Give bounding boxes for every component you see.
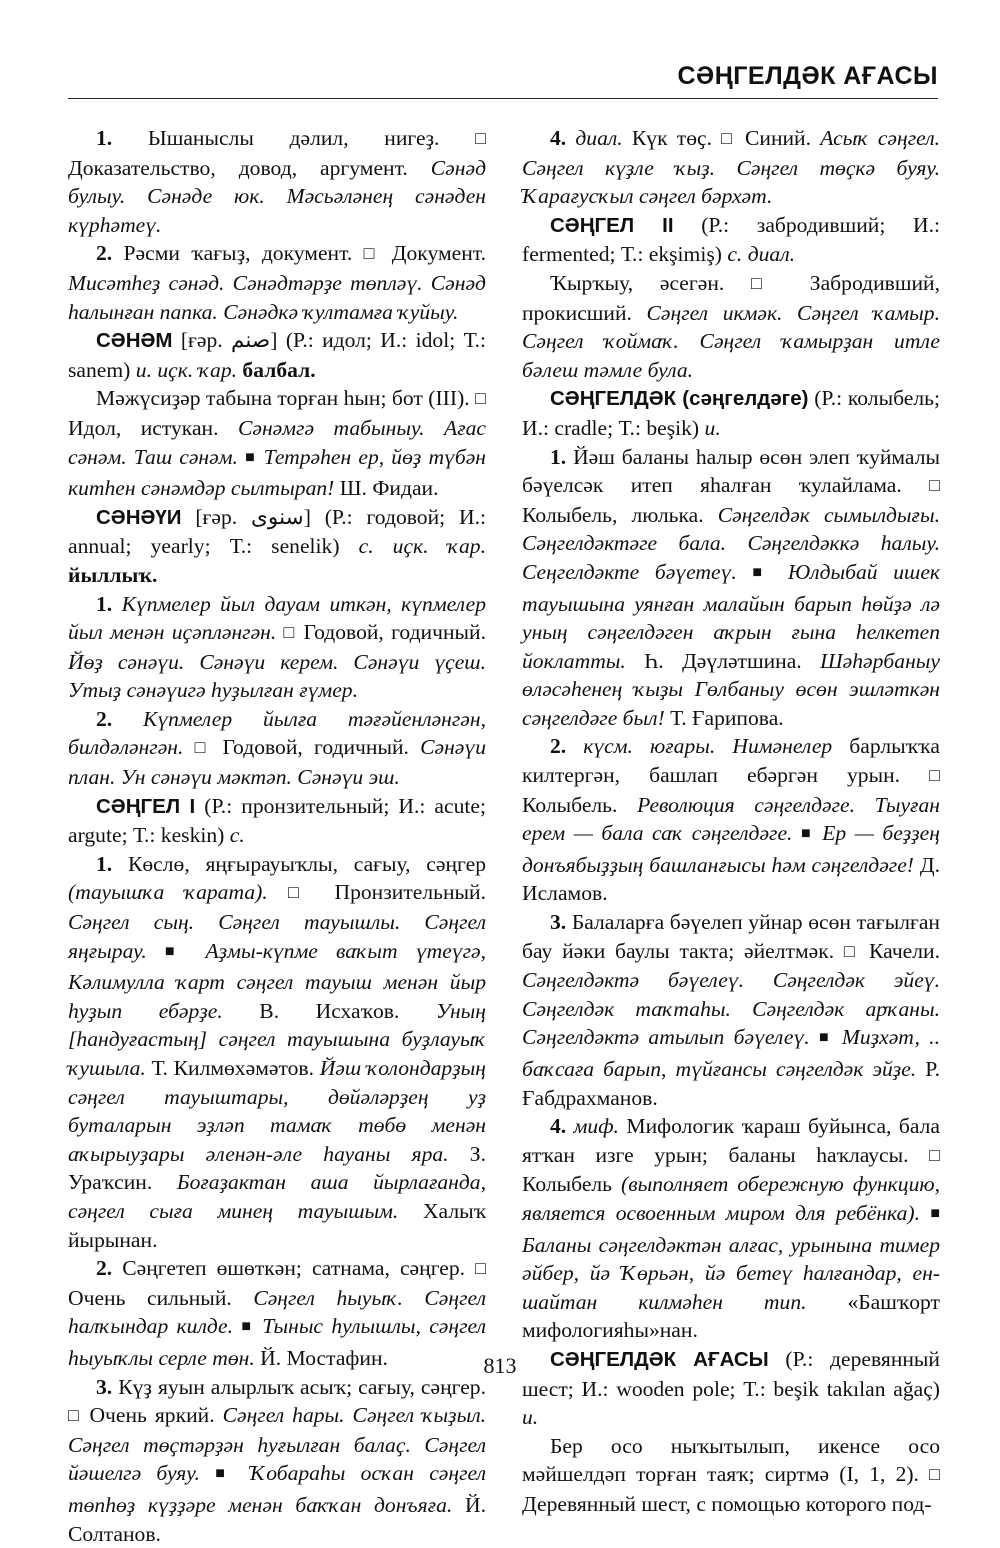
box-icon: □ <box>929 475 940 496</box>
box-icon: □ <box>194 737 212 758</box>
entry-sense: 1. Күпмелер йыл дауам иткән, күпмелер йыл менән иҫәпләнгән. □ Годовой, годичный. Йөҙ сәнәүи. Сәнәүи керем. Сәнәүи үҫеш. Утыҙ сәнәүигә һуҙылған ғүмер. <box>68 591 486 703</box>
entry-sense: 2. Күпмелер йылға тәғәйенләнгән, билдәләнгән. □ Годовой, годичный. Сәнәүи план. Ун сәнәүи мәктәп. Сәнәүи эш. <box>68 706 486 790</box>
sense-number: 2. <box>96 1256 113 1281</box>
entry-sense: 2. Рәсми ҡағыҙ, документ. □ Документ. Мисәтһеҙ сәнәд. Сәнәдтәрҙе төпләү. Сәнәд һалынған папка. Сәнәдкә ҡултамға ҡуйыу. <box>68 241 486 324</box>
running-head: СӘҢГЕЛДӘК АҒАСЫ <box>677 62 938 90</box>
header-rule <box>68 98 938 99</box>
entry-headword-line: СӘНӘҮИ [ғәр. سنوى] (Р.: годовой; И.: annual; yearly; Т.: senelik) с. иҫк. ҡар. йыллыҡ. <box>68 504 487 587</box>
entry-headword-line: СӘҢГЕЛ II (Р.: забродивший; И.: fermented; Т.: ekşimiş) с. диал. <box>522 212 941 267</box>
box-icon: □ <box>929 1144 940 1165</box>
sense-number: 3. <box>96 1374 113 1399</box>
example-text: Сәнәд булыу. Сәнәде юк. Мәсьәләнең сәнәден күрһәтеү. <box>68 155 486 237</box>
sense-number: 4. <box>550 126 567 150</box>
entry-sense: 4. диал. Күк төҫ. □ Синий. Асыҡ сәңгел. Сәңгел күҙле ҡыҙ. Сәңгел төҫкә буяу. Ҡарағусҡыл сәңгел бәрхәт. <box>522 126 941 209</box>
entry-definition: Мәжүсиҙәр табына торған һын; бот (III). □ Идол, истукан. Сәнәмгә табыныу. Ағас сәнәм. Таш сәнәм. ■ Тетрәһен ер, йөҙ түбән китһен сәнәмдәр сылтырап! Ш. Фидаи. <box>68 386 487 501</box>
entry-headword-line: СӘҢГЕЛ I (Р.: пронзительный; И.: acute; argute; Т.: keskin) с. <box>68 793 486 848</box>
entry-sense: 1. Ышаныслы дәлил, нигеҙ. □ Доказательство, довод, аргумент. Сәнәд булыу. Сәнәде юк. Мәсьәләнең сәнәден күрһәтеү. <box>68 126 486 237</box>
square-icon: ■ <box>215 1465 235 1483</box>
entry-headword-line: СӘҢГЕЛДӘК АҒАСЫ (Р.: деревянный шест; И.: wooden pole; Т.: beşik takılan ağaç) и. <box>522 1346 940 1430</box>
headword-variant: (сәңгелдәге) <box>676 387 809 411</box>
sense-number: 1. <box>96 126 113 150</box>
entry-definition: Ҡырҡыу, әсегән. □ Забродивший, прокисший. Сәңгел икмәк. Сәңгел ҡамыр. Сәңгел ҡоймаҡ. Сәңгел ҡамырҙан итле бәлеш тәмле була. <box>522 270 941 382</box>
sense-number: 1. <box>550 444 567 469</box>
sense-number: 1. <box>96 851 113 876</box>
square-icon: ■ <box>818 1029 833 1047</box>
headword: СӘҢГЕЛДӘК <box>550 387 677 411</box>
entry-sense: 2. Сәңгетеп өшөткән; сатнама, сәңгер. □ Очень сильный. Сәңгел һыуыҡ. Сәңгел һалҡындар килде. ■ Тыныс һулышлы, сәңгел һыуыҡлы серле төн. Й. Мостафин. <box>68 1256 486 1370</box>
square-icon: ■ <box>241 1318 254 1336</box>
box-icon: □ <box>475 128 486 148</box>
box-icon: □ <box>288 882 315 903</box>
square-icon: ■ <box>164 942 188 960</box>
headword: СӘҢГЕЛ II <box>550 213 674 237</box>
box-icon: □ <box>929 1464 940 1485</box>
entry-sense: 4. миф. Мифологик ҡараш буйынса, бала ятҡан изге урын; баланы һаҡлаусы. □ Колыбель (выполняет обережную функцию, является освоенным миром для ребёнка). ■ Баланы сәңгелдәктән алғас, урынына тимер әйбер, йә Ҡөрьән, йә бетеү һалғандар, ен-шайтан килмәһен тип. «Башҡорт мифологияһы»нан. <box>522 1114 940 1343</box>
square-icon: ■ <box>245 448 257 466</box>
entry-sense: 2. күсм. юғары. Нимәнелер барлыҡҡа килтергән, башлап ебәргән урын. □ Колыбель. Революция сәңгелдәге. Тыуған ерем — бала саҡ сәңгелдәге. ■ Ер — беҙҙең донъябыҙҙың башланғысы һәм сәңгелдәге! Д. Исламов. <box>522 734 940 906</box>
headword: СӘҢГЕЛ I <box>96 794 196 818</box>
box-icon: □ <box>363 243 381 264</box>
box-icon: □ <box>929 765 940 786</box>
entry-sense: 3. Балаларға бәүелеп уйнар өсөн тағылған бау йәки баулы такта; әйелтмәк. □ Качели. Сәңгелдәктә бәүелеү. Сәңгелдәк эйеү. Сәңгелдәк таҡтаһы. Сәңгелдәк арҡаны. Сәңгелдәктә атылып бәүелеү. ■ Миҙхәт, .. баҡсаға барып, түйғансы сәңгелдәк эйҙе. Р. Ғабдрахманов. <box>522 910 940 1110</box>
box-icon: □ <box>68 1405 82 1426</box>
sense-number: 2. <box>550 734 567 759</box>
box-icon: □ <box>283 622 297 643</box>
square-icon: ■ <box>752 563 773 581</box>
left-column <box>68 124 486 1548</box>
entry-sense: 3. Күҙ яуын алырлыҡ асыҡ; сағыу, сәңгер. □ Очень яркий. Сәңгел һары. Сәңгел ҡыҙыл. Сәңгел төҫтәрҙән һуғылған балаҫ. Сәңгел йәшелгә буяу. ■ Ҡобараһы осҡан сәңгел төпһөҙ күҙҙәре менән баҡҡан донъяға. Й. Солтанов. <box>68 1374 487 1546</box>
entry-sense: 1. Йәш баланы һалыр өсөн элеп ҡуймалы бәүелсәк итеп яһалған ҡулайлама. □ Колыбель, люлька. Сәңгелдәк сымылдығы. Сәңгелдәктәге бала. Сәңгелдәккә һалыу. Сеңгелдәкте бәүетеү. ■ Юлдыбай ишек тауышына уянған малайын барып һөйҙә лә уның сәңгелдәген аҡрын ғына һелкетеп йоклатты. Һ. Дәүләтшина. Шәһәрбаныу өләсәһенең ҡыҙы Гөлбаныу өсөн эшләткән сәңгелдәге был! Т. Ғарипова. <box>522 444 940 730</box>
square-icon: ■ <box>800 825 814 843</box>
right-column <box>522 124 940 1519</box>
entry-definition: Бер осо ныҡытылып, икенсе осо мәйшелдәп торған таяҡ; сиртмә (I, 1, 2). □ Деревянный шест, с помощью которого под- <box>522 1433 940 1516</box>
sense-number: 2. <box>96 241 113 266</box>
sense-number: 1. <box>96 591 113 616</box>
example-text: Мисәтһеҙ сәнәд. Сәнәдтәрҙе төпләү. Сәнәд һалынған папка. Сәнәдкә ҡултамға ҡуйыу. <box>68 270 486 324</box>
box-icon: □ <box>750 272 784 293</box>
box-icon: □ <box>475 1258 486 1279</box>
headword: СӘНӘҮИ <box>96 505 182 529</box>
sense-number: 4. <box>550 1114 567 1139</box>
sense-number: 3. <box>550 910 567 935</box>
square-icon: ■ <box>930 1204 940 1222</box>
page-number: 813 <box>483 1353 517 1378</box>
sense-number: 2. <box>96 706 113 731</box>
headword: СӘҢГЕЛДӘК АҒАСЫ <box>550 1347 769 1371</box>
box-icon: □ <box>721 128 736 148</box>
box-icon: □ <box>843 940 860 961</box>
box-icon: □ <box>475 388 486 409</box>
headword: СӘНӘМ <box>96 329 173 353</box>
entry-sense: 1. Көслө, яңғырауыҡлы, сағыу, сәңгер (тауышҡа ҡарата). □ Пронзительный. Сәңгел сыӊ. Сәңгел тауышлы. Сәңгел яңғырау. ■ Аҙмы-күпме ваҡыт үтеүгә, Кәлимулла ҡарт сәңгел тауыш менән йыр һуҙып ебәрҙе. В. Исхаҡов. Уның [һандуғастың] сәңгел тауышына буҙлауыҡ ҡушыла. Т. Килмөхәмәтов. Йәш ҡолондарҙың сәңгел тауыштары, дөйәләрҙең уҙ буталарын эҙләп тамаҡ төбө менән аҡырыуҙары әленән-әле һауаны яра. З. Ураҡсин. Боғаҙактан аша йырлағанда, сәңгел сыға минең тауышым. Халыҡ йырынан. <box>68 851 486 1252</box>
entry-headword-line: СӘНӘМ [ғәр. صنم] (Р.: идол; И.: idol; Т.: sanem) и. иҫк. ҡар. балбал. <box>68 328 487 382</box>
entry-headword-line: СӘҢГЕЛДӘК (сәңгелдәге) (Р.: колыбель; И.: cradle; Т.: beşik) и. <box>522 386 940 440</box>
